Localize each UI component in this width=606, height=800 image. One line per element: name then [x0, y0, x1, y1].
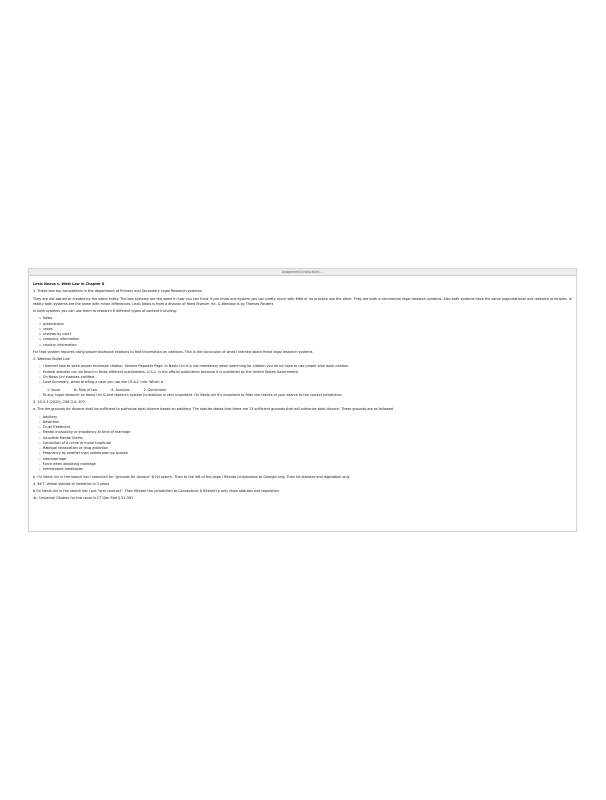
irac-item: B. Rule of law	[74, 387, 98, 392]
viewer-titlebar[interactable]	[29, 269, 576, 276]
list-item: • Irretrievable breakdown	[39, 467, 572, 472]
list-item: ▫ reviews by court	[39, 332, 572, 337]
list-item: • Federal statutes can be found in three different publications. U.S.C. is the official publication because it is published by the United States Government.	[39, 370, 572, 375]
section-3-b: b. On Nexis Uni in the search bar I searched for "grounds for divorce" & hit search. Then to the left of the page I filtered jurisdictions to Georgia only. Then hit statutes and legislation only.	[33, 474, 351, 479]
list-item: ▫ cases	[39, 327, 572, 332]
list-item: ▫ country information	[39, 343, 572, 348]
viewer-title: Assignment Instructions	[282, 270, 320, 274]
list-item: • Adultery	[39, 415, 572, 420]
irac-item: 1. Issue	[47, 387, 61, 392]
irac-item: A. Analysis	[111, 387, 130, 392]
chevron-down-icon[interactable]: ⌄	[320, 270, 323, 274]
list-item: • Desertion	[39, 420, 572, 425]
document-viewer	[28, 268, 577, 532]
webinar-bullet-list-cont	[39, 393, 572, 398]
section-1-paragraph: They are not owned or created by the same entity. The two systems are the same in how you can think if you know one system you can pretty much with little or no practice use the other. They are both a commercial legal research systems. Also both systems have the same organizational and research principles. In reality both systems are the same with minor differences. Lexis Nexis is from a division of Reed Elsevier Inc. & Westlaw is by Thomas Reuters	[33, 296, 572, 306]
list-item: • Mental Incapacity or impotency at time of marriage	[39, 430, 572, 435]
document-heading: Lexis Nexus v. West Law in Chapter 8	[33, 282, 105, 286]
list-item: • On Nexis Uni statutes codified.	[39, 375, 572, 380]
section-1-intro: In both systems you can use them to research 6 different types of content including:	[33, 309, 177, 314]
section-1-conclusion: For that system requires using proper bluebook citations to find information on citations. This is the conclusion of what I learned about these legal research systems	[33, 349, 313, 354]
section-3-a: a. The the grounds for divorce shall be sufficient to authorize total divorce based on adultery. The statute states that there are 13 sufficient grounds that will authorize total divorce. These grounds are as followed	[33, 407, 393, 412]
list-item: • Incurable Mental Illness	[39, 436, 572, 441]
list-item: ▫ company information	[39, 337, 572, 342]
list-item: • Pregnancy by another man unbeknown by spouse	[39, 451, 572, 456]
list-item: ▫ News	[39, 316, 572, 321]
section-3-title: 3. 19-3-3 (2020), 238 G.A. 672	[33, 400, 86, 405]
section-1-title: 1. These two top competitors in the department of Primary and Secondary Legal Research systems.	[33, 289, 203, 294]
list-item: • Cruel Treatment	[39, 425, 572, 430]
section-4-b: b.On Nexis Uni in the search bar I put "oral contract". Then filtered the jurisdiction to Connecticut & filtered to only show statutes and legislation.	[33, 489, 280, 494]
list-item: • Intermarriage	[39, 457, 572, 462]
list-item: • Force when obtaining marriage	[39, 462, 572, 467]
list-item: • I learned how to write proper bluebook citation. Volume Reporter Page. In Nexis Uni it is not mandatory when searching for citation you do no have to use proper blue book citation.	[39, 364, 572, 369]
section-2-title: 2. Webinar Bullet List:	[33, 357, 71, 362]
list-item: • Habitual intoxication or drug addiction	[39, 446, 572, 451]
webinar-bullet-list	[39, 364, 572, 385]
list-item: • Conviction of a crime of moral turpitude	[39, 441, 572, 446]
document-body	[29, 276, 576, 502]
divorce-grounds-list	[39, 415, 572, 473]
list-item: • To any Legal research on Nexis Uni & and research system Jurisdiction is very important. On Nexis Uni it's important to filter the results of your search to the correct jurisdiction.	[39, 393, 572, 398]
section-4-c: 4c. Universal Citation for this issue is CT Gen Stat § 52-581	[33, 496, 134, 501]
content-types-list	[39, 316, 572, 348]
section-4-title: 4. 46 T. Verbal statute of limitation is 3 years	[33, 481, 110, 486]
list-item: ▫ publications	[39, 322, 572, 327]
irac-item: 2. Conclusion	[143, 387, 167, 392]
list-item: • Case Summary- when briefing a case you use the I.R.A.C rule. Which is	[39, 380, 572, 385]
